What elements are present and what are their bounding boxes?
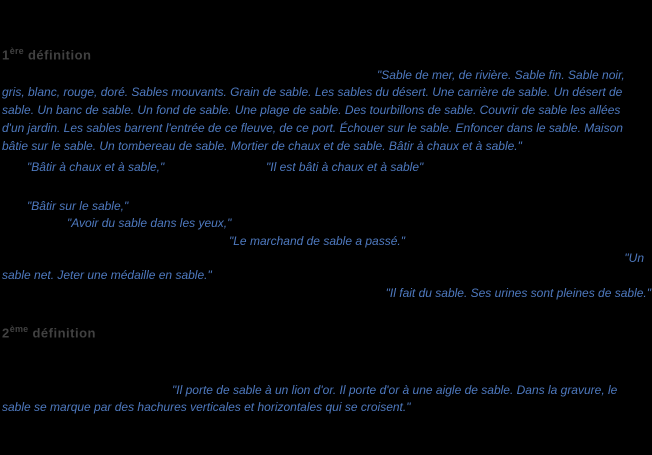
- definition-2-heading: [2, 324, 96, 340]
- quote-fragment: "Sable de mer, de rivière. Sable fin. Sable noir,: [377, 68, 625, 82]
- definition-1-label: définition: [27, 47, 92, 63]
- quote-fragment: "Le marchand de sable a passé.": [229, 234, 405, 248]
- quote-fragment: sable net. Jeter une médaille en sable.": [2, 268, 212, 282]
- quote-fragment: "Un: [624, 251, 644, 265]
- definition-1-number: 1: [2, 47, 10, 63]
- quote-fragment: gris, blanc, rouge, doré. Sables mouvants. Grain de sable. Les sables du désert. Une carrière de sable. Un désert de: [2, 85, 623, 99]
- quote-fragment: "Bâtir à chaux et à sable,": [27, 160, 165, 174]
- quote-fragment: sable se marque par des hachures verticales et horizontales qui se croisent.": [2, 400, 411, 414]
- quote-fragment: "Il fait du sable. Ses urines sont pleines de sable.": [385, 286, 651, 300]
- quote-fragment: "Bâtir sur le sable,": [27, 199, 129, 213]
- quote-fragment: d'un jardin. Les sables barrent l'entrée de ce fleuve, de ce port. Échouer sur le sable. Enfoncer dans le sable. Maison: [2, 121, 623, 135]
- quote-fragment: "Il porte de sable à un lion d'or. Il porte d'or à une aigle de sable. Dans la gravure, le: [172, 383, 618, 397]
- definition-1-heading: [2, 46, 91, 62]
- definition-2-ordinal: ème: [9, 324, 29, 334]
- quote-fragment: sable. Un banc de sable. Un fond de sable. Une plage de sable. Des tourbillons de sable. Couvrir de sable les allées: [2, 103, 621, 117]
- quote-fragment: bâtie sur le sable. Un tombereau de sable. Mortier de chaux et de sable. Bâtir à chaux et à sable.": [2, 139, 522, 153]
- definition-1-ordinal: ère: [9, 46, 24, 56]
- quote-fragment: "Il est bâti à chaux et à sable": [266, 160, 424, 174]
- quote-fragment: "Avoir du sable dans les yeux,": [67, 216, 232, 230]
- definition-2-label: définition: [32, 325, 96, 341]
- definition-2-number: 2: [2, 325, 10, 341]
